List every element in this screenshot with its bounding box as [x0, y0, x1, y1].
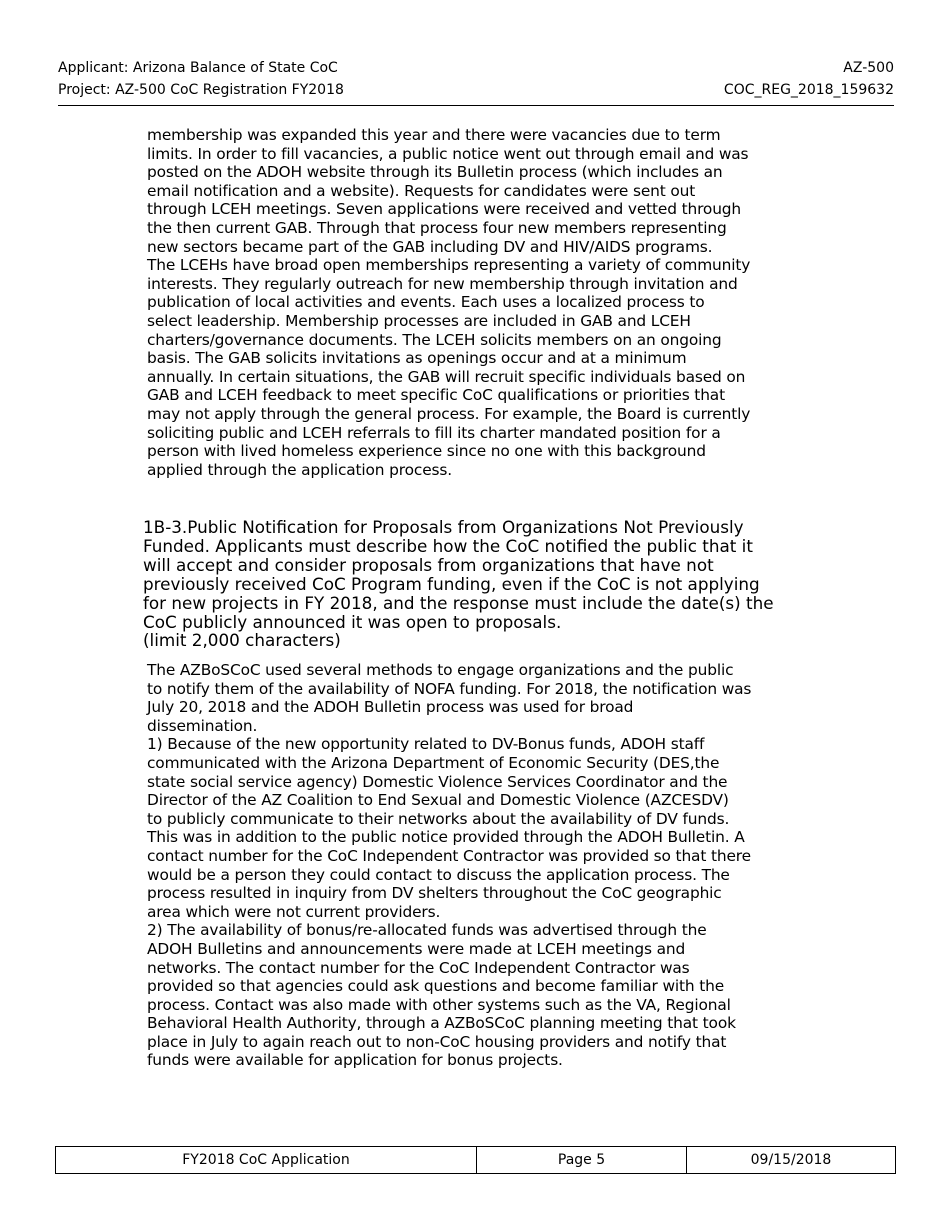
footer-page-number: Page 5 [477, 1147, 687, 1173]
coc-code: AZ-500 [843, 60, 894, 76]
applicant-label: Applicant: Arizona Balance of State CoC [58, 60, 338, 76]
page-footer [55, 1146, 896, 1174]
project-label: Project: AZ-500 CoC Registration FY2018 [58, 82, 344, 98]
question-1b3: 1B-3.Public Notification for Proposals from Organizations Not Previously Funded. Applicants must describe how the CoC notified the public that it will accept and consider proposals from organizations that have not previously received CoC Program funding, even if the CoC is not applying for new projects in FY 2018, and the response must include the date(s) the CoC publicly announced it was open to proposals. (limit 2,000 characters) [143, 517, 774, 651]
membership-paragraph: membership was expanded this year and there were vacancies due to term limits. In order to fill vacancies, a public notice went out through email and was posted on the ADOH website through its Bulletin process (which includes an email notification and a website). Requests for candidates were sent out through LCEH meetings. Seven applications were received and vetted through the then current GAB. Through that process four new members representing new sectors became part of the GAB including DV and HIV/AIDS programs. The LCEHs have broad open memberships representing a variety of community interests. They regularly outreach for new membership through invitation and publication of local activities and events. Each uses a localized process to select leadership. Membership processes are included in GAB and LCEH charters/governance documents. The LCEH solicits members on an ongoing basis. The GAB solicits invitations as openings occur and at a minimum annually. In certain situations, the GAB will recruit specific individuals based on GAB and LCEH feedback to meet specific CoC qualifications or priorities that may not apply through the general process. For example, the Board is currently soliciting public and LCEH referrals to fill its charter mandated position for a person with lived homeless experience since no one with this background applied through the application process. [147, 126, 751, 479]
page-header [58, 57, 894, 106]
footer-application: FY2018 CoC Application [56, 1147, 477, 1173]
registration-id: COC_REG_2018_159632 [723, 82, 894, 98]
footer-date: 09/15/2018 [750, 1152, 832, 1168]
answer-1b3: The AZBoSCoC used several methods to engage organizations and the public to notify them of the availability of NOFA funding. For 2018, the notification was July 20, 2018 and the ADOH Bulletin process was used for broad dissemination. 1) Because of the new opportunity related to DV-Bonus funds, ADOH staff communicated with the Arizona Department of Economic Security (DES,the state social service agency) Domestic Violence Services Coordinator and the Director of the AZ Coalition to End Sexual and Domestic Violence (AZCESDV) to publicly communicate to their networks about the availability of DV funds. This was in addition to the public notice provided through the ADOH Bulletin. A contact number for the CoC Independent Contractor was provided so that there would be a person they could contact to discuss the application process. The process resulted in inquiry from DV shelters throughout the CoC geographic area which were not current providers. 2) The availability of bonus/re-allocated funds was advertised through the ADOH Bulletins and announcements were made at LCEH meetings and networks. The contact number for the CoC Independent Contractor was provided so that agencies could ask questions and become familiar with the process. Contact was also made with other systems such as the VA, Regional Behavioral Health Authority, through a AZBoSCoC planning meeting that took place in July to again reach out to non-CoC housing providers and notify that funds were available for application for bonus projects. [147, 661, 752, 1070]
